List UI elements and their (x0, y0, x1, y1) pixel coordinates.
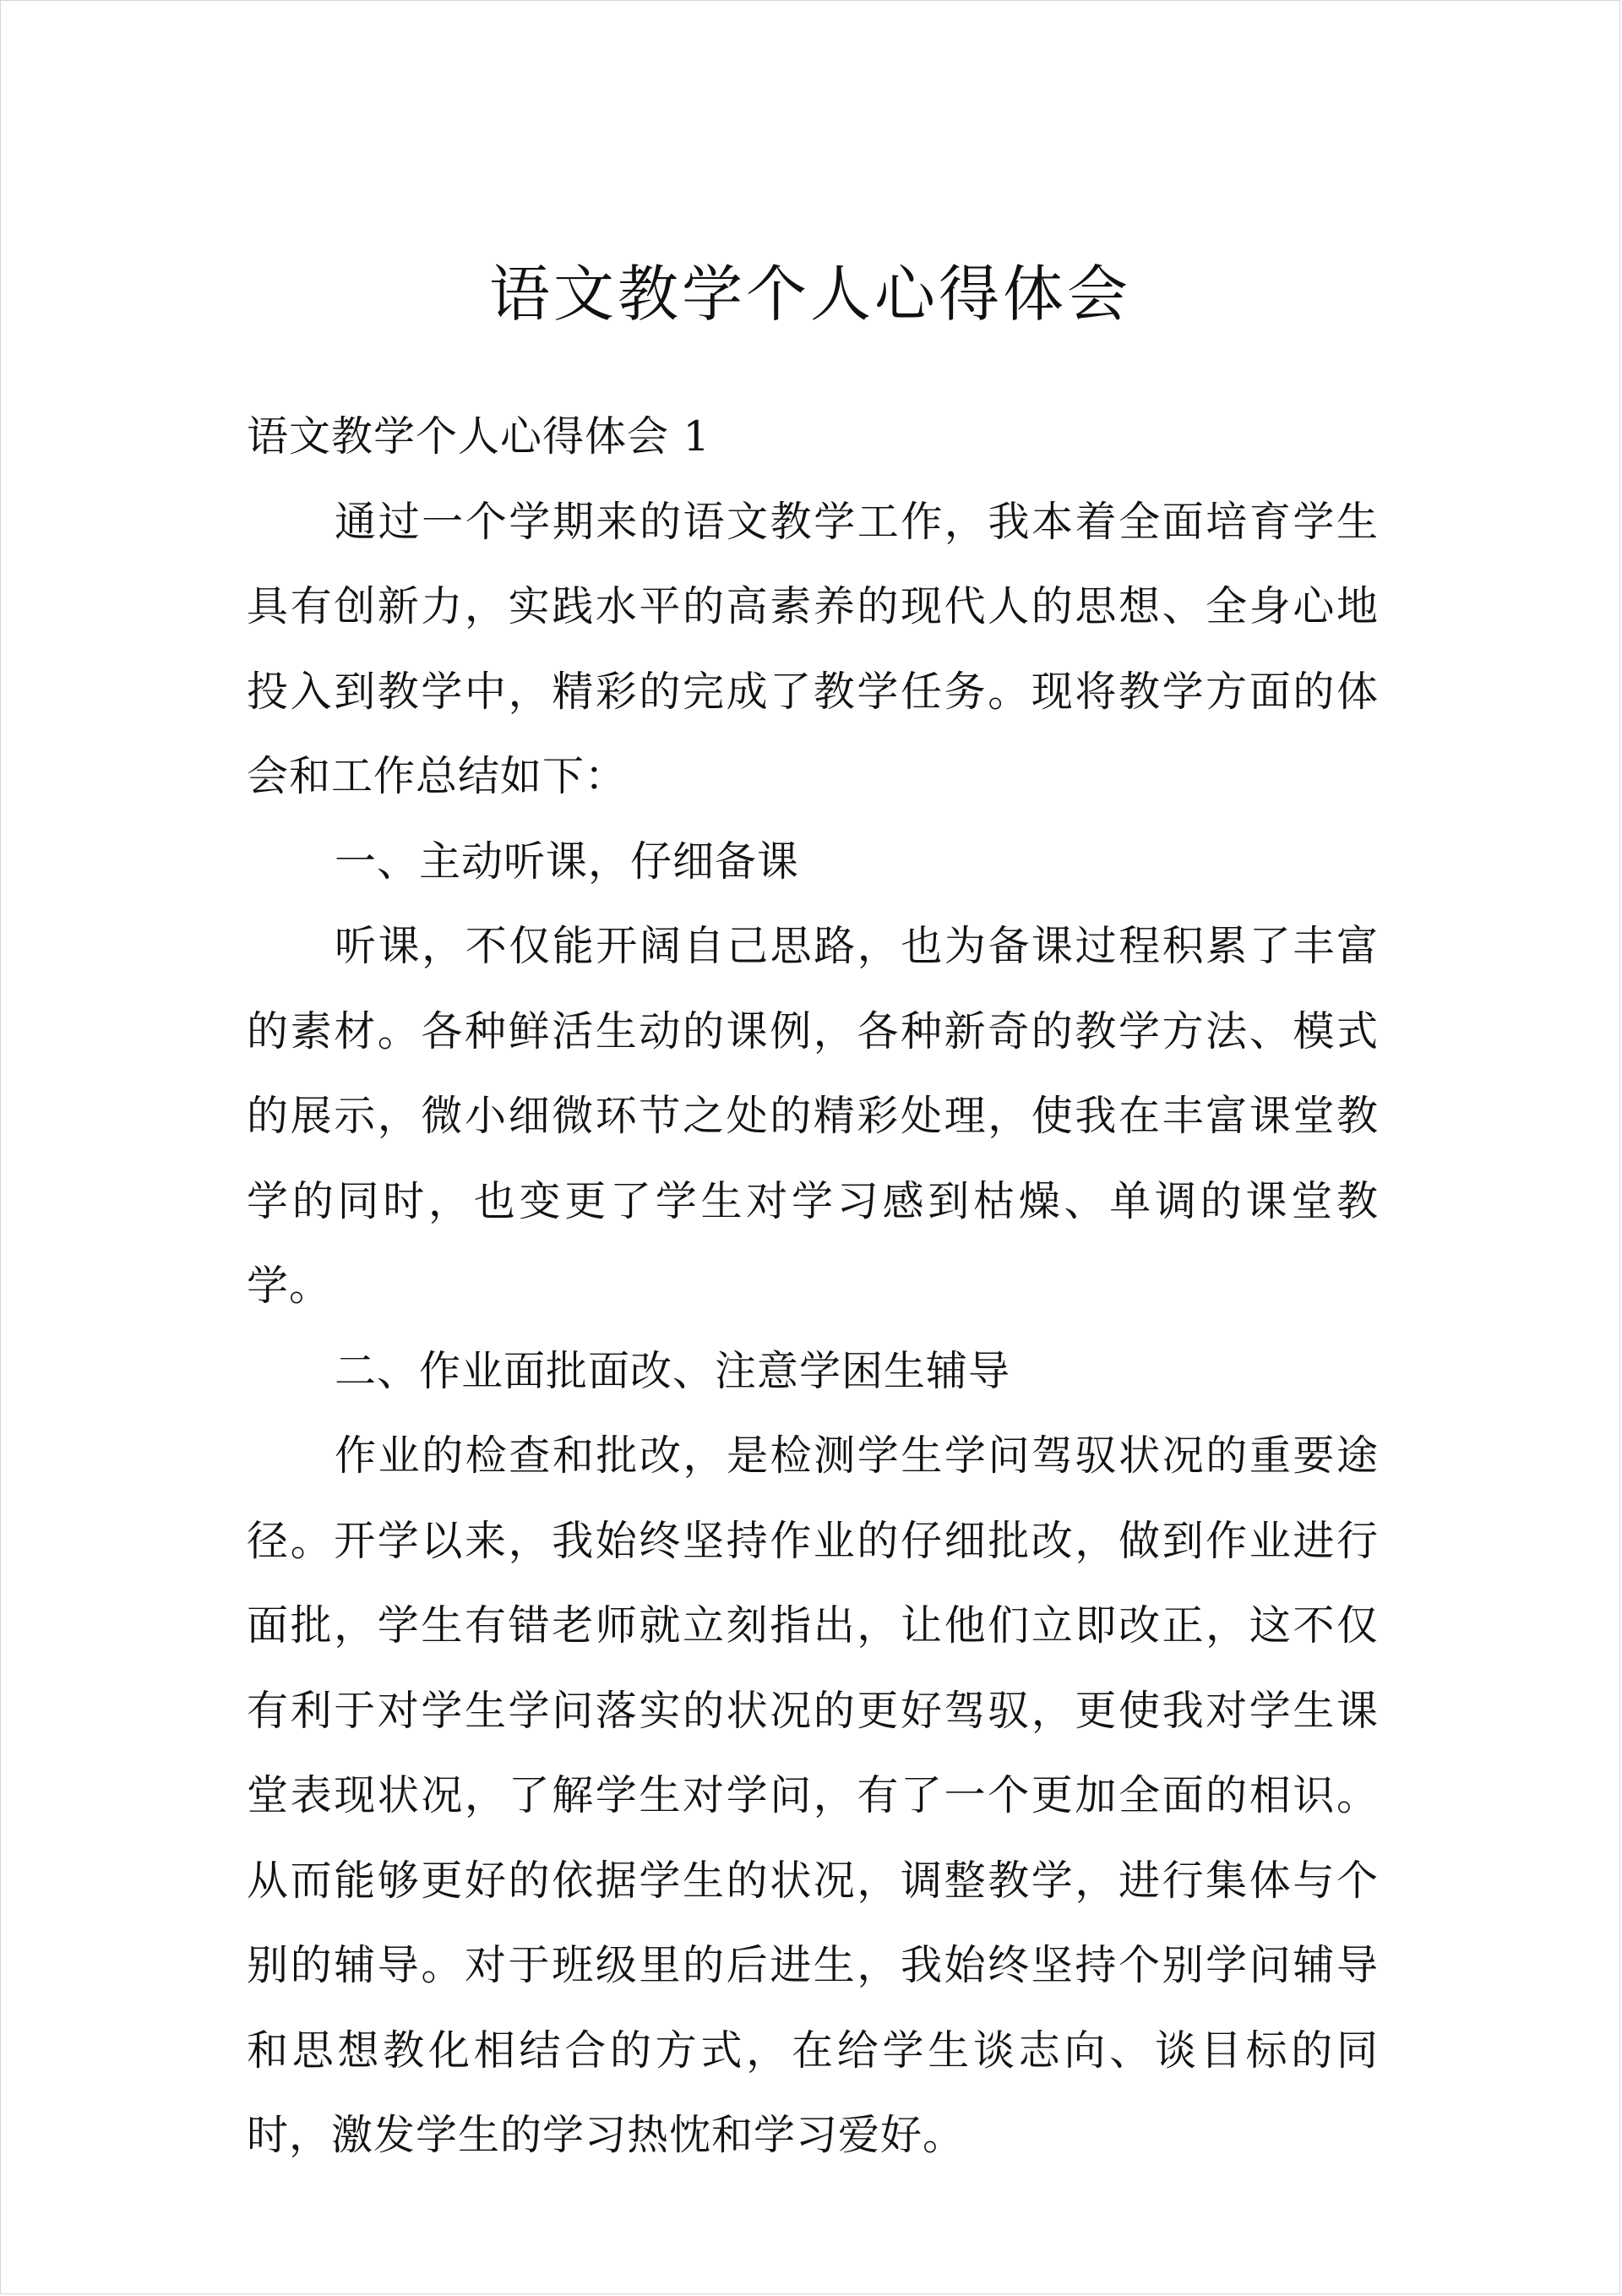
document-title: 语文教学个人心得体会 (488, 259, 1131, 330)
section-title: 语文教学个人心得体会 1 (247, 412, 710, 461)
document-body (247, 395, 1379, 2179)
section-heading: 二、作业面批面改、注意学困生辅导 (335, 1346, 1011, 1395)
paragraph: 作业的检查和批改，是检测学生学问驾驭状况的重要途径。开学以来，我始终坚持作业的仔细批改，做到作业进行面批，学生有错老师就立刻指出，让他们立即改正，这不仅有利于对学生学问落实的状况的更好驾驭，更使我对学生课堂表现状况，了解学生对学问，有了一个更加全面的相识。从而能够更好的依据学生的状况，调整教学，进行集体与个别的辅导。对于班级里的后进生，我始终坚持个别学问辅导和思想教化相结合的方式，在给学生谈志向、谈目标的同时，激发学生的学习热忱和学习爱好。 (247, 1432, 1379, 2159)
paragraph: 通过一个学期来的语文教学工作，我本着全面培育学生具有创新力，实践水平的高素养的现代人的思想、全身心地投入到教学中，精彩的完成了教学任务。现将教学方面的体会和工作总结如下： (247, 497, 1379, 800)
paragraph: 听课，不仅能开阔自己思路，也为备课过程积累了丰富的素材。各种鲜活生动的课例，各种新奇的教学方法、模式的展示，微小细微环节之处的精彩处理，使我在丰富课堂教学的同时，也变更了学生对学习感到枯燥、单调的课堂教学。 (247, 922, 1379, 1310)
section-heading: 一、主动听课，仔细备课 (335, 837, 800, 886)
